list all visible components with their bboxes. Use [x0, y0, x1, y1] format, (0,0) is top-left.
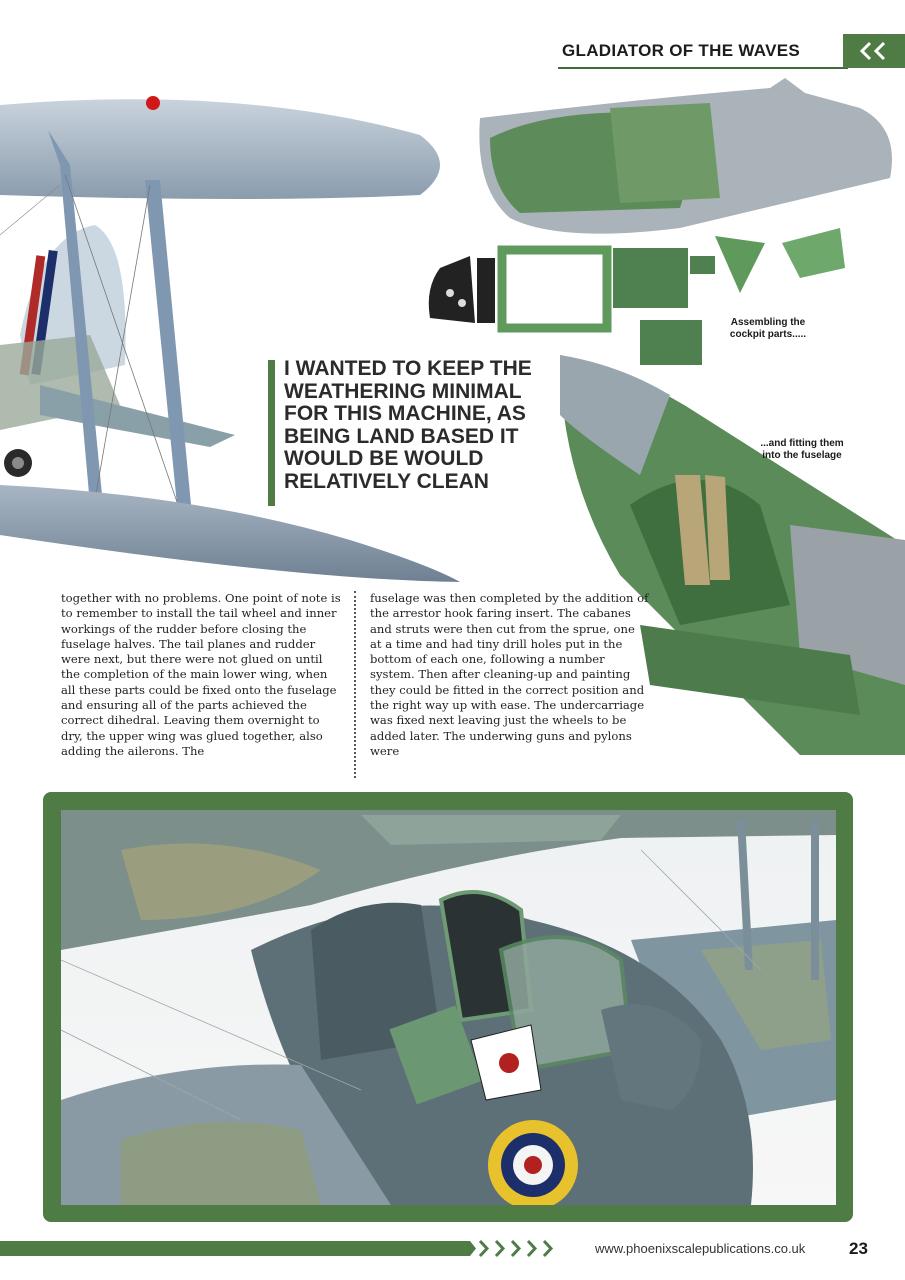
- aircraft-cockpit-illustration: [61, 810, 836, 1205]
- column-divider: [354, 591, 356, 778]
- pull-quote-bar: [268, 360, 275, 506]
- cockpit-parts-photo: [420, 78, 905, 378]
- publisher-url[interactable]: www.phoenixscalepublications.co.uk: [595, 1241, 806, 1256]
- double-chevron-left-icon: [854, 40, 894, 62]
- biplane-wing-photo: [0, 85, 470, 585]
- header-rule: [558, 67, 848, 69]
- caption-cockpit-parts: Assembling the cockpit parts.....: [729, 317, 807, 340]
- header-tab: [843, 34, 905, 68]
- pull-quote: I WANTED TO KEEP THE WEATHERING MINIMAL FOR THIS MACHINE, AS BEING LAND BASED IT WOULD BE WOULD RELATIVELY CLEAN: [284, 357, 532, 493]
- body-column-2: fuselage was then completed by the addition of the arrestor hook faring insert. The cabanes and struts were then cut from the sprue, one at a time and had tiny drill holes put in the bottom of each one, following a number system. Then after cleaning-up and painting they could be fitted in the correct position and the right way up with ease. The undercarriage was fixed next leaving just the wheels to be added later. The underwing guns and pylons were: [370, 591, 649, 758]
- body-column-1: together with no problems. One point of note is to remember to install the tail wheel and inner workings of the rudder before closing the fuselage halves. The tail planes and rudder were next, but there were not glued on until the completion of the main lower wing, when all these parts could be fixed onto the fuselage and ensuring all of the parts achieved the correct dihedral. Leaving them overnight to dry, the upper wing was glued together, also adding the ailerons. The: [61, 591, 341, 758]
- caption-fuselage-fit: ...and fitting them into the fuselage: [760, 438, 844, 461]
- footer-bar: [0, 1241, 470, 1256]
- page-number: 23: [849, 1239, 868, 1258]
- chevron-arrows-icon: [462, 1236, 562, 1261]
- aircraft-cockpit-photo: [61, 810, 836, 1205]
- section-title: GLADIATOR OF THE WAVES: [562, 41, 800, 60]
